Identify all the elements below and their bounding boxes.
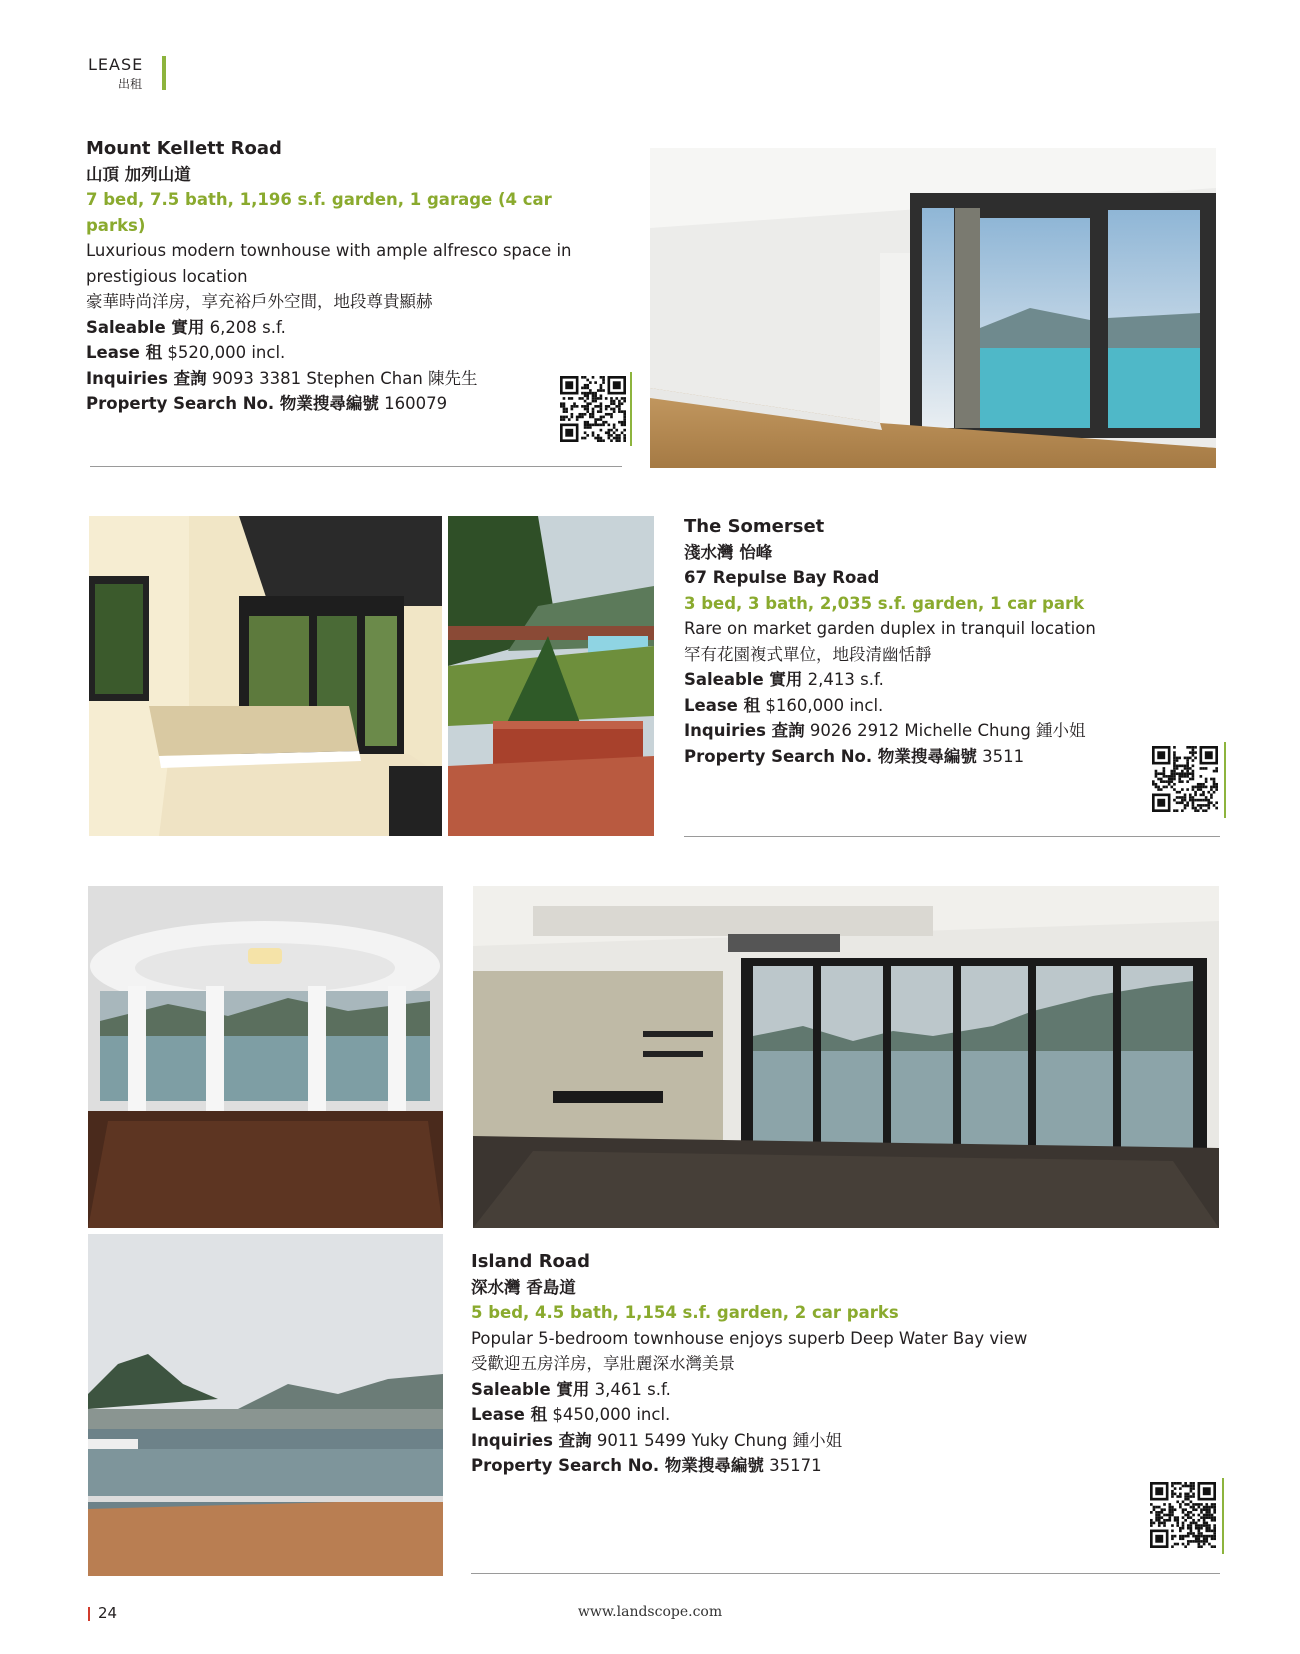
saleable-row: Saleable 實用 6,208 s.f. xyxy=(86,317,286,337)
lease-row: Lease 租 $160,000 incl. xyxy=(684,695,884,715)
lease-row: Lease 租 $520,000 incl. xyxy=(86,343,286,362)
listing-description: Popular 5-bedroom townhouse enjoys superb Deep Water Bay view xyxy=(471,1328,1028,1348)
listing-specs: 3 bed, 3 bath, 2,035 s.f. garden, 1 car park xyxy=(684,593,1085,613)
saleable-row: Saleable 實用 3,461 s.f. xyxy=(471,1379,671,1399)
listing-specs: 7 bed, 7.5 bath, 1,196 s.f. garden, 1 garage (4 car parks) xyxy=(86,190,552,235)
property-photo-living-room xyxy=(650,148,1216,468)
listing-address: 67 Repulse Bay Road xyxy=(684,568,880,587)
saleable-row: Saleable 實用 2,413 s.f. xyxy=(684,670,884,689)
lease-row: Lease 租 $450,000 incl. xyxy=(471,1405,671,1424)
listing-somerset xyxy=(684,514,1204,769)
listing-description-cont: prestigious location xyxy=(86,266,248,286)
property-photo-garden xyxy=(448,516,654,836)
listing-description-zh: 罕有花園複式單位，地段清幽恬靜 xyxy=(684,644,932,664)
qr-code[interactable] xyxy=(1152,746,1218,812)
listing-description: Luxurious modern townhouse with ample alfresco space in xyxy=(86,241,572,260)
qr-accent-bar xyxy=(1224,742,1226,818)
property-photo-deck-view xyxy=(88,1234,443,1576)
website-link[interactable]: www.landscope.com xyxy=(577,1604,723,1620)
listing-description-zh: 豪華時尚洋房，享充裕戶外空間，地段尊貴顯赫 xyxy=(86,292,433,311)
property-photo-living-sea-view xyxy=(473,886,1219,1228)
qr-code[interactable] xyxy=(560,376,626,442)
page-number: 24 xyxy=(98,1604,118,1622)
section-accent-bar xyxy=(162,56,166,90)
qr-accent-bar xyxy=(1222,1478,1224,1554)
listing-title: Island Road xyxy=(471,1251,590,1272)
property-search-row: Property Search No. 物業搜尋編號 35171 xyxy=(471,1456,822,1475)
section-label-zh: 出租 xyxy=(118,77,143,91)
property-search-row: Property Search No. 物業搜尋編號 3511 xyxy=(684,746,1025,766)
inquiries-row: Inquiries 查詢 9026 2912 Michelle Chung 鍾小姐 xyxy=(684,721,1086,740)
listing-island-road xyxy=(471,1249,1031,1479)
listing-divider xyxy=(471,1573,1220,1574)
listing-divider xyxy=(90,466,622,467)
property-search-row: Property Search No. 物業搜尋編號 160079 xyxy=(86,394,448,413)
listing-description-zh: 受歡迎五房洋房，享壯麗深水灣美景 xyxy=(471,1354,735,1373)
qr-accent-bar xyxy=(630,372,632,446)
listing-title: Mount Kellett Road xyxy=(86,138,282,159)
qr-code[interactable] xyxy=(1150,1482,1216,1548)
property-photo-interior xyxy=(89,516,442,836)
listing-zh-title: 淺水灣 怡峰 xyxy=(684,542,773,562)
listing-zh-title: 山頂 加列山道 xyxy=(86,164,191,184)
section-label: LEASE xyxy=(88,55,144,74)
listing-title: The Somerset xyxy=(684,516,825,537)
listing-zh-title: 深水灣 香島道 xyxy=(471,1277,576,1297)
listing-description: Rare on market garden duplex in tranquil location xyxy=(684,619,1096,638)
listing-divider xyxy=(684,836,1220,837)
listing-specs: 5 bed, 4.5 bath, 1,154 s.f. garden, 2 car parks xyxy=(471,1303,899,1322)
listing-mount-kellett xyxy=(86,136,606,417)
inquiries-row: Inquiries 查詢 9011 5499 Yuky Chung 鍾小姐 xyxy=(471,1430,843,1450)
property-photo-round-room xyxy=(88,886,443,1228)
inquiries-row: Inquiries 查詢 9093 3381 Stephen Chan 陳先生 xyxy=(86,368,478,388)
